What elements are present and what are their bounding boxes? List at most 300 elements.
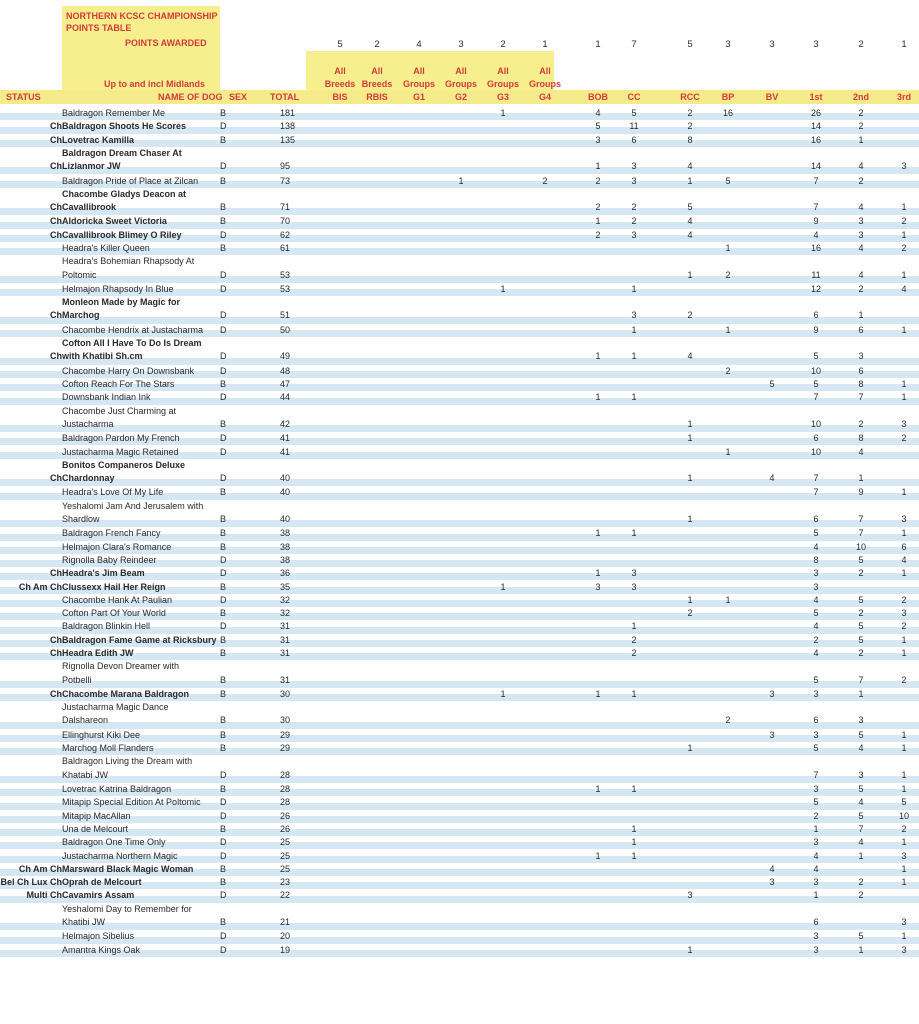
cell-1st: 4 (813, 594, 819, 605)
dog-name: Una de Melcourt (62, 823, 129, 834)
status-header: STATUS (6, 92, 41, 102)
column-header-rcc: RCC (680, 92, 700, 102)
dog-name: Aldoricka Sweet Victoria (62, 216, 167, 227)
cell-cc: 2 (631, 216, 637, 227)
cell-2nd: 7 (858, 513, 864, 524)
points-value-g3: 2 (500, 39, 506, 50)
cell-rcc: 2 (687, 310, 693, 321)
dog-sex: B (220, 877, 227, 888)
cell-1st: 5 (813, 674, 819, 685)
cell-3rd: 1 (901, 729, 907, 740)
table-row (0, 336, 919, 364)
cell-cc: 3 (631, 229, 637, 240)
cell-bob: 2 (595, 175, 601, 186)
cell-3rd: 1 (901, 877, 907, 888)
dog-name: Justacharma Northern Magic (62, 850, 178, 861)
column-top-g4: All (539, 66, 551, 76)
cell-2nd: 3 (858, 769, 864, 780)
cell-bp: 1 (725, 594, 731, 605)
dog-name: Baldragon Remember Me (62, 108, 166, 118)
cell-1st: 16 (810, 134, 821, 145)
cell-cc: 2 (631, 202, 637, 213)
cell-2nd: 7 (858, 823, 864, 834)
dog-sex: D (220, 797, 227, 808)
column-mid-rbis: Breeds (361, 79, 393, 89)
cell-bob: 5 (595, 121, 601, 132)
dog-name: Potbelli (62, 674, 92, 685)
dog-sex: B (220, 823, 227, 834)
cell-3rd: 1 (901, 634, 907, 645)
cell-2nd: 4 (858, 243, 864, 253)
table-row (0, 741, 919, 754)
dog-total: 62 (280, 229, 291, 240)
table-row (0, 485, 919, 498)
column-header-rbis: RBIS (366, 92, 388, 102)
cell-rcc: 2 (687, 121, 693, 132)
dog-sex: D (220, 365, 227, 376)
cell-cc: 1 (631, 351, 637, 362)
dog-sex: D (220, 890, 227, 901)
dog-status: Ch (50, 161, 62, 172)
cell-g3: 1 (500, 581, 506, 592)
cell-rcc: 4 (687, 351, 693, 362)
dog-total: 25 (280, 863, 291, 874)
cell-2nd: 3 (858, 229, 864, 240)
cell-3rd: 10 (898, 810, 909, 821)
column-top-g1: All (413, 66, 425, 76)
cell-1st: 6 (813, 310, 819, 321)
cell-bp: 1 (725, 243, 731, 253)
cell-1st: 7 (813, 392, 819, 403)
column-top-g3: All (497, 66, 509, 76)
cell-cc: 1 (631, 823, 637, 834)
dog-name: Headra Edith JW (62, 648, 134, 658)
cell-1st: 6 (813, 715, 819, 726)
cell-3rd: 1 (901, 229, 907, 240)
dog-name: Amantra Kings Oak (62, 944, 141, 955)
cell-1st: 7 (813, 175, 819, 186)
cell-1st: 3 (813, 568, 819, 579)
cell-2nd: 1 (858, 688, 864, 699)
cell-3rd: 3 (901, 161, 907, 172)
cell-2nd: 5 (858, 594, 864, 605)
dog-name: Baldragon Pardon My French (62, 433, 180, 444)
dog-total: 25 (280, 837, 291, 848)
cell-cc: 1 (631, 392, 637, 403)
cell-2nd: 2 (858, 568, 864, 579)
dog-total: 31 (280, 648, 291, 658)
dog-total: 30 (280, 688, 291, 699)
dog-name: Monleon Made by Magic for (62, 297, 181, 308)
dog-status: Ch (50, 688, 62, 699)
dog-total: 29 (280, 729, 291, 740)
dog-name: Marchog Moll Flanders (62, 743, 154, 754)
points-value-bv: 3 (769, 39, 775, 50)
dog-name: Khatibi JW (62, 916, 106, 927)
dog-status: Ch (50, 648, 62, 658)
cell-1st: 2 (813, 810, 819, 821)
table-row (0, 146, 919, 174)
cell-1st: 3 (813, 729, 819, 740)
dog-status: Ch (50, 216, 62, 227)
cell-3rd: 1 (901, 784, 907, 794)
cell-bob: 2 (595, 202, 601, 213)
cell-bob: 2 (595, 229, 601, 240)
dog-total: 138 (280, 121, 296, 132)
dog-name: Clussexx Hail Her Reign (62, 581, 166, 592)
table-row (0, 580, 919, 593)
dog-name: Chacombe Hendrix at Justacharma (62, 324, 204, 335)
cell-bob: 1 (595, 784, 601, 794)
cell-2nd: 1 (858, 134, 864, 145)
cell-1st: 6 (813, 916, 819, 927)
dog-sex: D (220, 283, 227, 294)
cell-2nd: 2 (858, 121, 864, 132)
cell-1st: 4 (813, 850, 819, 861)
dog-name: Justacharma (62, 418, 114, 429)
cell-bv: 4 (769, 863, 775, 874)
cell-1st: 7 (813, 487, 819, 498)
table-row (0, 241, 919, 254)
cell-2nd: 7 (858, 674, 864, 685)
dog-name: Marsward Black Magic Woman (62, 863, 194, 874)
points-value-2nd: 2 (858, 39, 864, 50)
table-row (0, 606, 919, 619)
sex-header: SEX (229, 92, 248, 102)
table-row (0, 174, 919, 187)
points-value-bob: 1 (595, 39, 601, 50)
cell-2nd: 7 (858, 392, 864, 403)
column-header-g4: G4 (538, 92, 551, 102)
cell-2nd: 2 (858, 175, 864, 186)
cell-bv: 3 (769, 688, 775, 699)
table-row (0, 943, 919, 956)
table-row (0, 526, 919, 539)
cell-g4: 2 (542, 175, 548, 186)
cell-bob: 1 (595, 161, 601, 172)
dog-name: Justacharma Magic Dance (62, 702, 169, 713)
cell-3rd: 3 (901, 850, 907, 861)
cell-3rd: 2 (901, 823, 907, 834)
dog-sex: D (220, 161, 227, 172)
dog-name: Baldragon French Fancy (62, 528, 161, 539)
cell-3rd: 2 (901, 594, 907, 605)
table-row (0, 106, 919, 119)
cell-2nd: 4 (858, 743, 864, 754)
cell-3rd: 1 (901, 648, 907, 658)
dog-sex: B (220, 674, 227, 685)
cell-cc: 1 (631, 528, 637, 539)
dog-sex: B (220, 528, 227, 539)
dog-total: 25 (280, 850, 291, 861)
table-row (0, 849, 919, 862)
table-row (0, 187, 919, 215)
cell-1st: 16 (810, 243, 821, 253)
cell-1st: 10 (810, 446, 821, 457)
cell-3rd: 1 (901, 528, 907, 539)
cell-1st: 26 (810, 108, 821, 118)
cell-rcc: 1 (687, 743, 693, 754)
cell-rcc: 8 (687, 134, 693, 145)
cell-2nd: 1 (858, 944, 864, 955)
points-value-bp: 3 (725, 39, 731, 50)
table-row (0, 795, 919, 808)
dog-sex: D (220, 229, 227, 240)
dog-name: Mitapip MacAllan (62, 810, 131, 821)
column-header-1st: 1st (809, 92, 823, 102)
dog-total: 181 (280, 108, 296, 118)
cell-2nd: 3 (858, 715, 864, 726)
dog-name: Cavallibrook (62, 202, 117, 213)
table-row (0, 553, 919, 566)
table-row (0, 390, 919, 403)
cell-3rd: 1 (901, 487, 907, 498)
dog-name: Headra's Love Of My Life (62, 487, 164, 498)
table-row (0, 687, 919, 700)
cell-2nd: 6 (858, 365, 864, 376)
cell-2nd: 2 (858, 108, 864, 118)
cell-cc: 3 (631, 175, 637, 186)
cell-3rd: 1 (901, 837, 907, 848)
table-row (0, 822, 919, 835)
points-awarded-label: POINTS AWARDED (125, 38, 207, 48)
table-row (0, 646, 919, 659)
dog-sex: D (220, 433, 227, 444)
table-row (0, 445, 919, 458)
points-value-3rd: 1 (901, 39, 907, 50)
cell-cc: 11 (629, 121, 639, 132)
cell-1st: 14 (810, 121, 821, 132)
cell-rcc: 2 (687, 108, 693, 118)
dog-name: Baldragon Dream Chaser At (62, 147, 182, 158)
dog-total: 53 (280, 269, 291, 280)
table-row (0, 566, 919, 579)
dog-sex: B (220, 202, 227, 213)
column-top-bis: All (334, 66, 346, 76)
cell-1st: 7 (813, 473, 819, 484)
table-row (0, 458, 919, 486)
dog-name: Lovetrac Katrina Baldragon (62, 784, 172, 794)
dog-name: Baldragon One Time Only (62, 837, 166, 848)
cell-1st: 4 (813, 229, 819, 240)
dog-name: Cofton Reach For The Stars (62, 379, 175, 389)
cell-2nd: 7 (858, 528, 864, 539)
dog-total: 26 (280, 823, 291, 834)
cell-2nd: 5 (858, 729, 864, 740)
points-value-g1: 4 (416, 39, 422, 50)
dog-name: Helmajon Rhapsody In Blue (62, 283, 174, 294)
cell-3rd: 1 (901, 769, 907, 780)
cell-1st: 3 (813, 784, 819, 794)
cell-2nd: 5 (858, 621, 864, 632)
table-row (0, 902, 919, 930)
cell-2nd: 4 (858, 446, 864, 457)
dog-name: Yeshalomi Jam And Jerusalem with (62, 500, 204, 511)
cell-2nd: 2 (858, 608, 864, 619)
cell-rcc: 5 (687, 202, 693, 213)
cell-2nd: 1 (858, 473, 864, 484)
dog-name: Baldragon Blinkin Hell (62, 621, 151, 632)
dog-total: 49 (280, 351, 291, 362)
cell-2nd: 2 (858, 418, 864, 429)
cell-g3: 1 (500, 688, 506, 699)
dog-sex: B (220, 608, 227, 619)
dog-sex: D (220, 121, 227, 132)
cell-1st: 4 (813, 621, 819, 632)
cell-cc: 3 (631, 581, 637, 592)
cell-1st: 5 (813, 608, 819, 619)
dog-name: Marchog (62, 310, 100, 321)
dog-name: with Khatibi Sh.cm (62, 351, 143, 362)
name-header: NAME OF DOG (158, 92, 223, 102)
table-row (0, 540, 919, 553)
table-row (0, 728, 919, 741)
cell-rcc: 1 (687, 594, 693, 605)
dog-sex: D (220, 594, 227, 605)
cell-bob: 1 (595, 688, 601, 699)
cell-2nd: 1 (858, 850, 864, 861)
dog-name: Cavallibrook Blimey O Riley (62, 229, 182, 240)
dog-name: Poltomic (62, 269, 97, 280)
cell-1st: 12 (810, 283, 821, 294)
cell-rcc: 4 (687, 216, 693, 227)
cell-1st: 5 (813, 797, 819, 808)
cell-3rd: 3 (901, 513, 907, 524)
table-row (0, 862, 919, 875)
cell-bp: 2 (725, 715, 731, 726)
cell-3rd: 2 (901, 621, 907, 632)
cell-2nd: 5 (858, 554, 864, 565)
table-row (0, 228, 919, 241)
column-mid-g3: Groups (486, 79, 519, 89)
dog-status: Ch (50, 202, 62, 213)
cell-3rd: 5 (901, 797, 907, 808)
cell-3rd: 1 (901, 202, 907, 213)
dog-name: Baldragon Shoots He Scores (62, 121, 187, 132)
dog-total: 19 (280, 944, 291, 955)
cell-bp: 1 (725, 446, 731, 457)
dog-sex: B (220, 513, 227, 524)
dog-status: Ch (50, 121, 62, 132)
dog-name: Bonitos Companeros Deluxe (62, 459, 186, 470)
dog-sex: D (220, 931, 227, 942)
dog-name: Chardonnay (62, 473, 115, 484)
dog-name: Shardlow (62, 513, 100, 524)
cell-1st: 3 (813, 877, 819, 888)
cell-2nd: 10 (855, 541, 866, 552)
table-title-line1: NORTHERN KCSC CHAMPIONSHIP (66, 11, 218, 21)
cell-2nd: 8 (858, 433, 864, 444)
dog-sex: B (220, 243, 227, 253)
dog-name: Chacombe Gladys Deacon at (62, 188, 187, 199)
dog-name: Headra's Killer Queen (62, 243, 150, 253)
table-row (0, 377, 919, 390)
dog-name: Lizlanmor JW (62, 161, 121, 172)
dog-name: Downsbank Indian Ink (62, 392, 151, 403)
cell-1st: 5 (813, 379, 819, 389)
cell-rcc: 1 (687, 418, 693, 429)
dog-total: 50 (280, 324, 291, 335)
dog-total: 32 (280, 594, 291, 605)
column-mid-g1: Groups (402, 79, 435, 89)
points-value-rcc: 5 (687, 39, 693, 50)
cell-cc: 2 (631, 634, 637, 645)
points-value-g2: 3 (458, 39, 464, 50)
cell-cc: 3 (631, 310, 637, 321)
cell-3rd: 4 (901, 283, 907, 294)
cell-rcc: 2 (687, 608, 693, 619)
cell-2nd: 2 (858, 648, 864, 658)
dog-total: 29 (280, 743, 291, 754)
cell-1st: 3 (813, 581, 819, 592)
table-row (0, 119, 919, 132)
cell-2nd: 2 (858, 890, 864, 901)
table-row (0, 364, 919, 377)
cell-g2: 1 (458, 175, 464, 186)
dog-total: 38 (280, 528, 291, 539)
cell-1st: 4 (813, 541, 819, 552)
cell-cc: 1 (631, 784, 637, 794)
column-header-bis: BIS (332, 92, 348, 102)
table-row (0, 404, 919, 432)
dog-name: Chacombe Harry On Downsbank (62, 365, 195, 376)
column-mid-g2: Groups (444, 79, 477, 89)
cell-3rd: 1 (901, 269, 907, 280)
cell-cc: 1 (631, 850, 637, 861)
cell-bp: 16 (722, 108, 733, 118)
cell-g3: 1 (500, 283, 506, 294)
dog-sex: B (220, 487, 227, 498)
table-row (0, 593, 919, 606)
cell-1st: 9 (813, 324, 819, 335)
dog-total: 38 (280, 541, 291, 552)
dog-sex: D (220, 568, 227, 579)
cell-2nd: 2 (858, 283, 864, 294)
cell-2nd: 1 (858, 310, 864, 321)
dog-sex: B (220, 216, 227, 227)
cell-1st: 4 (813, 863, 819, 874)
cell-2nd: 3 (858, 351, 864, 362)
column-header-cc: CC (627, 92, 641, 102)
dog-sex: B (220, 863, 227, 874)
dog-status: Ch (50, 351, 62, 362)
dog-name: Mitapip Special Edition At Poltomic (62, 797, 201, 808)
cell-cc: 3 (631, 161, 637, 172)
cell-1st: 3 (813, 931, 819, 942)
cell-bp: 2 (725, 365, 731, 376)
cell-1st: 4 (813, 648, 819, 658)
cell-1st: 6 (813, 513, 819, 524)
cell-2nd: 8 (858, 379, 864, 389)
cell-2nd: 4 (858, 797, 864, 808)
table-row (0, 619, 919, 632)
cell-cc: 1 (631, 837, 637, 848)
cell-rcc: 1 (687, 433, 693, 444)
dog-name: Baldragon Living the Dream with (62, 756, 193, 767)
dog-name: Chacombe Marana Baldragon (62, 688, 190, 699)
cell-3rd: 4 (901, 554, 907, 565)
dog-status: Multi Ch (26, 890, 62, 901)
cell-g3: 1 (500, 108, 506, 118)
cell-bv: 4 (769, 473, 775, 484)
cell-3rd: 2 (901, 433, 907, 444)
dog-status: Ch (50, 229, 62, 240)
dog-name: Yeshalomi Day to Remember for (62, 903, 192, 914)
cell-cc: 1 (631, 621, 637, 632)
dog-total: 61 (280, 243, 291, 253)
dog-sex: B (220, 715, 227, 726)
table-row (0, 809, 919, 822)
